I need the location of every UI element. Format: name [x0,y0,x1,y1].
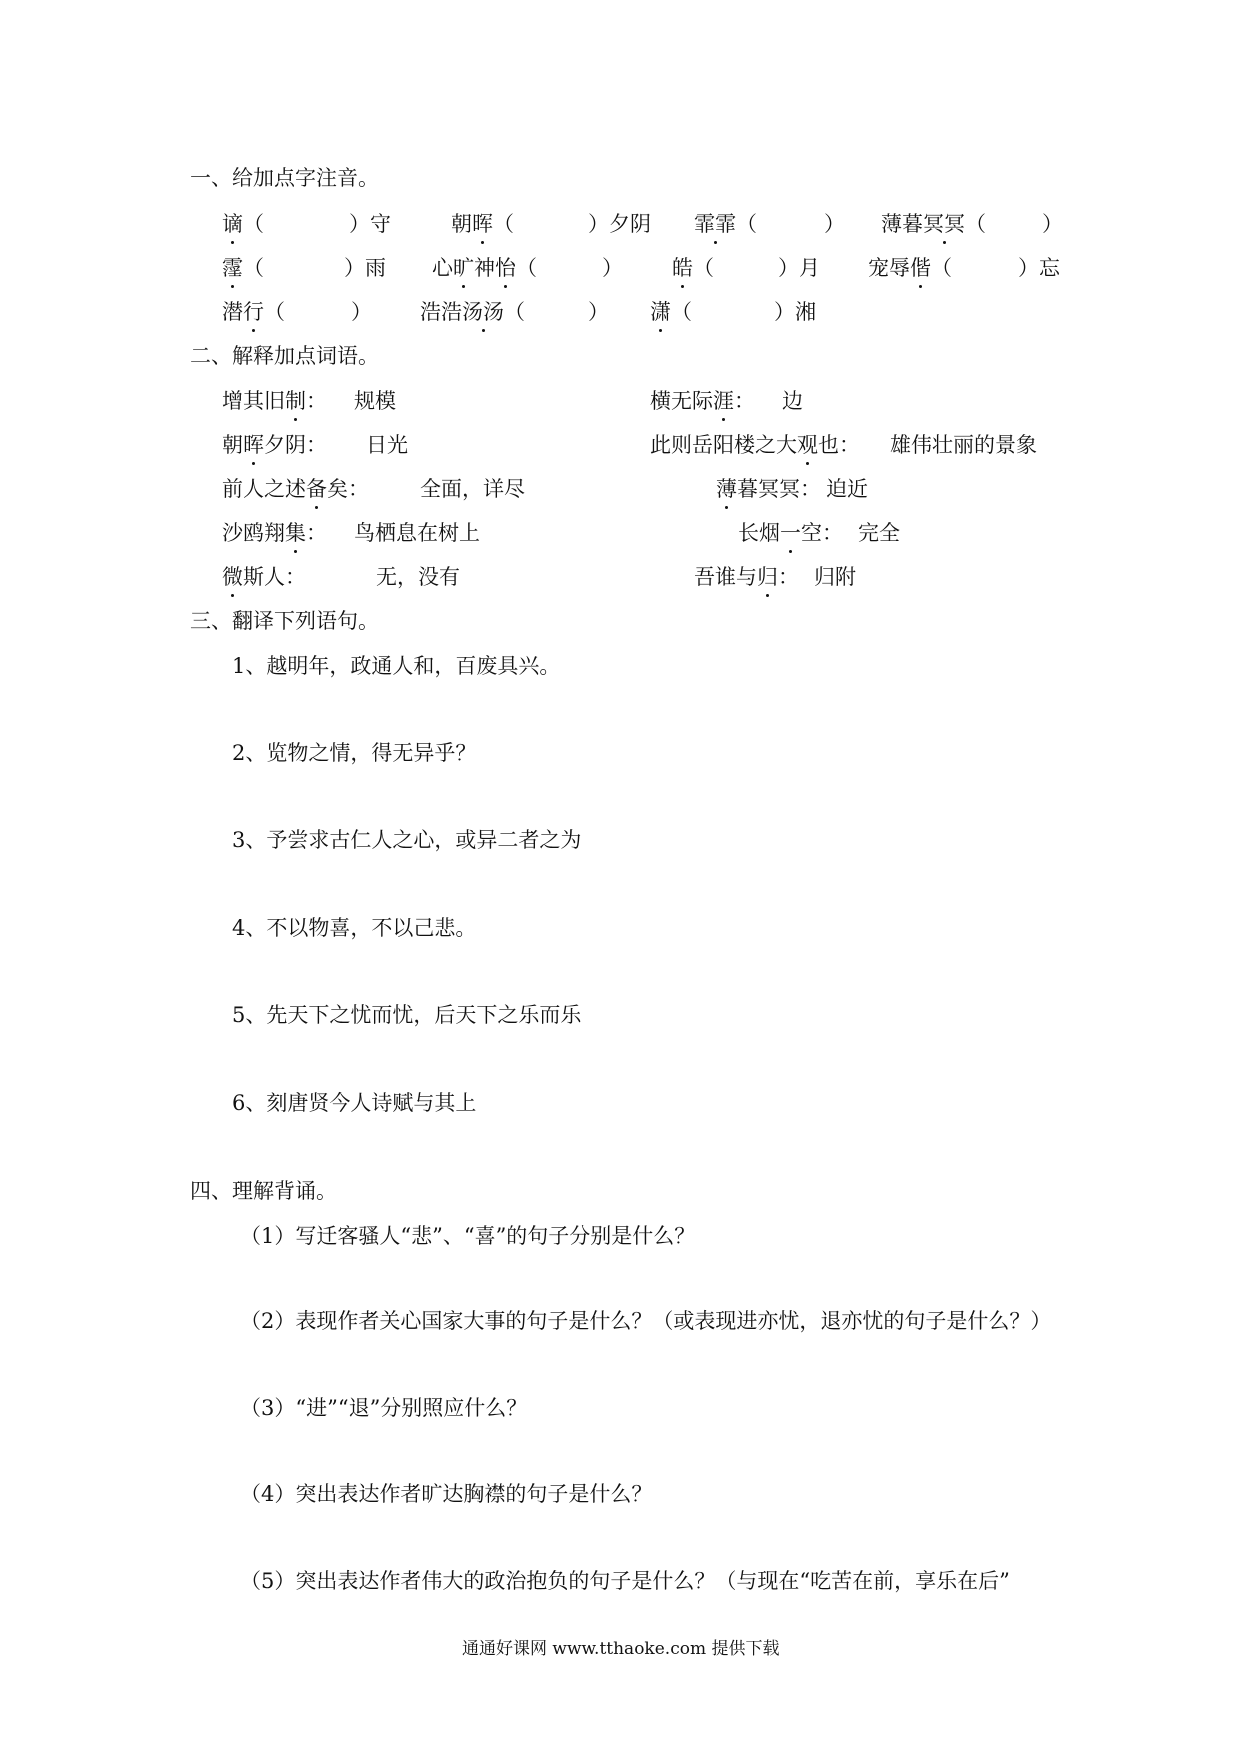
pinyin-item-10-after: ） [588,300,609,324]
vocab-term-7 [222,517,327,547]
vocab-answer-3: 日光 [366,433,408,457]
vocab-dotted-char: 微 [222,561,243,591]
vocab-text: 暮冥冥： [737,477,821,501]
pinyin-item-6-after: ） [602,256,623,280]
pinyin-text: （ [931,256,952,280]
vocab-dotted-char: 备 [306,473,327,503]
pinyin-item-5 [222,252,264,282]
vocab-answer-6: 迫近 [826,477,868,501]
pinyin-dotted-char: 潇 [650,296,671,326]
vocab-dotted-char: 观 [797,429,818,459]
vocab-term-9 [222,561,306,591]
pinyin-item-1-after: ）守 [349,212,391,236]
pinyin-item-7 [672,252,714,282]
recite-question-4: （4）突出表达作者旷达胸襟的句子是什么？ [240,1482,653,1506]
pinyin-text: （ [736,212,757,236]
vocab-text: 吾谁与 [694,565,757,589]
pinyin-item-4-after: ） [1042,212,1063,236]
pinyin-dotted-char: 皓 [672,252,693,282]
vocab-dotted-char: 集 [285,517,306,547]
vocab-text: ： [306,389,327,413]
pinyin-text: 浩浩 [420,300,462,324]
page-footer: 通通好课网 www.tthaoke.com 提供下载 [462,1639,780,1659]
pinyin-dotted-char: 冥冥 [923,208,965,238]
pinyin-item-10 [420,296,525,326]
vocab-text: ： [306,521,327,545]
vocab-text: 斯人： [243,565,306,589]
vocab-dotted-char: 制 [285,385,306,415]
pinyin-text: （ [243,212,264,236]
recite-question-1: （1）写迁客骚人“悲”、“喜”的句子分别是什么？ [240,1224,696,1248]
pinyin-text: （ [493,212,514,236]
section-4-heading: 四、理解背诵。 [190,1179,337,1203]
vocab-text: 前人之述 [222,477,306,501]
pinyin-item-3 [694,208,757,238]
pinyin-item-11-after: ）湘 [774,300,816,324]
pinyin-item-9-after: ） [351,300,372,324]
pinyin-text: 朝 [451,212,472,236]
recite-question-3: （3）“进”“退”分别照应什么？ [240,1396,528,1420]
translate-item-3: 3、予尝求古仁人之心，或异二者之为 [232,828,582,852]
vocab-answer-1: 规模 [354,389,396,413]
vocab-text: 长烟 [738,521,780,545]
vocab-term-4 [650,429,860,459]
section-1-heading: 一、给加点字注音。 [190,166,379,190]
pinyin-item-8-after: ）忘 [1018,256,1060,280]
pinyin-text: 宠辱 [868,256,910,280]
vocab-text: 增其旧 [222,389,285,413]
vocab-dotted-char: 晖 [243,429,264,459]
pinyin-dotted-char: 汤汤 [462,296,504,326]
translate-item-2: 2、览物之情，得无异乎？ [232,741,477,765]
pinyin-dotted-char: 谪 [222,208,243,238]
pinyin-dotted-char: 霪 [222,252,243,282]
vocab-answer-7: 鸟栖息在树上 [354,521,480,545]
translate-item-4: 4、不以物喜，不以己悲。 [232,916,477,940]
pinyin-item-8 [868,252,952,282]
vocab-dotted-char: 薄 [716,473,737,503]
recite-question-2: （2）表现作者关心国家大事的句子是什么？（或表现进亦忧，退亦忧的句子是什么？） [240,1309,1052,1333]
vocab-text: 矣： [327,477,369,501]
translate-item-6: 6、刻唐贤今人诗赋与其上 [232,1091,477,1115]
pinyin-text: （ [693,256,714,280]
vocab-answer-9: 无，没有 [376,565,460,589]
pinyin-item-1 [222,208,264,238]
vocab-term-10 [694,561,799,591]
vocab-dotted-char: 归 [757,561,778,591]
pinyin-text: 神 [474,256,495,280]
pinyin-item-9 [222,296,285,326]
vocab-text: 横无际 [650,389,713,413]
pinyin-item-5-after: ）雨 [344,256,386,280]
section-3-heading: 三、翻译下列语句。 [190,609,379,633]
pinyin-text: （ [264,300,285,324]
vocab-answer-2: 边 [782,389,803,413]
pinyin-dotted-char: 霏霏 [694,208,736,238]
pinyin-text: （ [671,300,692,324]
section-2-heading: 二、解释加点词语。 [190,344,379,368]
vocab-text: 此则岳阳楼之大 [650,433,797,457]
pinyin-item-3-after: ） [824,212,845,236]
vocab-term-2 [650,385,755,415]
translate-item-5: 5、先天下之忧而忧，后天下之乐而乐 [232,1003,582,1027]
translate-item-1: 1、越明年，政通人和，百废具兴。 [232,654,561,678]
vocab-term-5 [222,473,369,503]
vocab-answer-4: 雄伟壮丽的景象 [890,433,1037,457]
vocab-answer-5: 全面，详尽 [420,477,525,501]
pinyin-text: （ [243,256,264,280]
vocab-answer-8: 完全 [858,521,900,545]
vocab-text: ： [734,389,755,413]
vocab-term-1 [222,385,327,415]
vocab-dotted-char: 一 [780,517,801,547]
vocab-text: ： [778,565,799,589]
vocab-text: 夕阴： [264,433,327,457]
pinyin-dotted-char: 晖 [472,208,493,238]
pinyin-dotted-char: 怡 [495,252,516,282]
pinyin-text: （ [504,300,525,324]
pinyin-item-7-after: ）月 [778,256,820,280]
pinyin-item-11 [650,296,692,326]
pinyin-text: （ [965,212,986,236]
pinyin-text: 心 [432,256,453,280]
vocab-text: 空： [801,521,843,545]
vocab-text: 也： [818,433,860,457]
vocab-term-3 [222,429,327,459]
pinyin-text: 潜 [222,300,243,324]
pinyin-item-4 [881,208,986,238]
pinyin-text: （ [516,256,537,280]
vocab-term-8 [738,517,843,547]
vocab-dotted-char: 涯 [713,385,734,415]
vocab-answer-10: 归附 [814,565,856,589]
pinyin-item-2 [451,208,514,238]
pinyin-item-2-after: ）夕阴 [588,212,651,236]
vocab-text: 朝 [222,433,243,457]
pinyin-dotted-char: 旷 [453,252,474,282]
vocab-text: 沙鸥翔 [222,521,285,545]
pinyin-dotted-char: 偕 [910,252,931,282]
pinyin-text: 薄暮 [881,212,923,236]
pinyin-item-6 [432,252,537,282]
recite-question-5: （5）突出表达作者伟大的政治抱负的句子是什么？（与现在“吃苦在前，享乐在后” [240,1569,1010,1593]
pinyin-dotted-char: 行 [243,296,264,326]
vocab-term-6 [716,473,821,503]
